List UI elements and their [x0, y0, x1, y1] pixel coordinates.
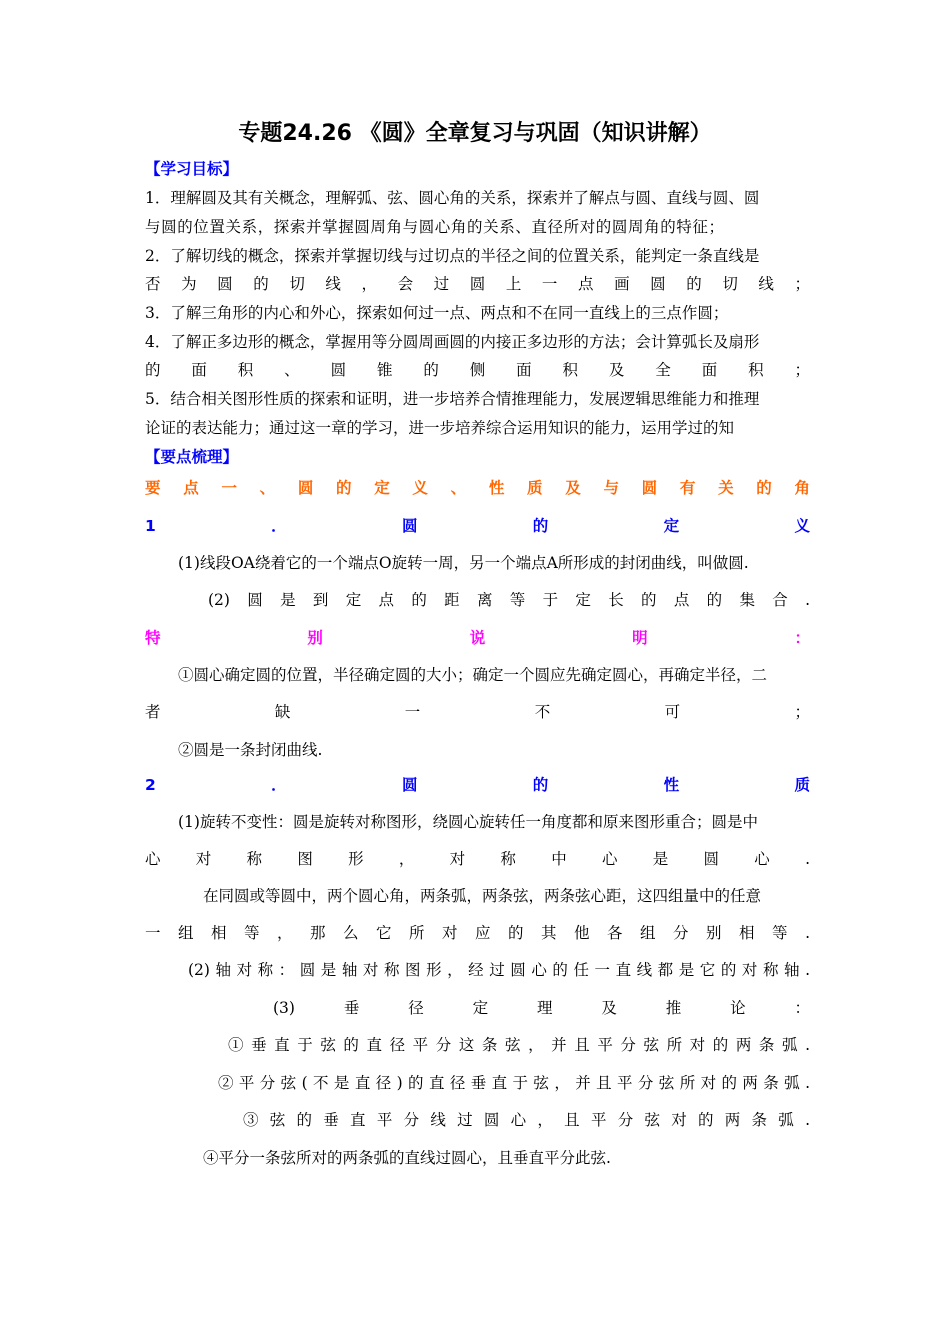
property-3-item: ④平分一条弦所对的两条弧的直线过圆心，且垂直平分此弦.: [203, 1149, 611, 1167]
section-heading-points: 【要点梳理】: [145, 448, 239, 466]
sub2-heading: 2．圆的性质: [145, 776, 810, 794]
goal-line: 1．理解圆及其有关概念，理解弧、弦、圆心角的关系，探索并了解点与圆、直线与圆、圆: [145, 189, 760, 207]
note-2: ②圆是一条封闭曲线.: [178, 741, 323, 759]
goal-line: 4．了解正多边形的概念，掌握用等分圆周画圆的内接正多边形的方法；会计算弧长及扇形: [145, 333, 760, 351]
section-heading-goals: 【学习目标】: [145, 160, 239, 178]
property-2: (2)轴对称：圆是轴对称图形，经过圆心的任一直线都是它的对称轴.: [188, 961, 810, 979]
goal-line: 2．了解切线的概念，探索并掌握切线与过切点的半径之间的位置关系，能判定一条直线是: [145, 247, 760, 265]
note-1-cont: 者缺一不可；: [145, 703, 810, 721]
point1-heading: 要点一、圆的定义、性质及与圆有关的角: [145, 479, 810, 497]
sub1-heading: 1．圆的定义: [145, 517, 810, 535]
page-title: 专题24.26 《圆》全章复习与巩固（知识讲解）: [238, 121, 712, 146]
goal-line: 3．了解三角形的内心和外心，探索如何过一点、两点和不在同一直线上的三点作圆；: [145, 304, 729, 322]
property-3-item: ①垂直于弦的直径平分这条弦，并且平分弦所对的两条弧.: [228, 1036, 810, 1054]
property-3-item: ②平分弦(不是直径)的直径垂直于弦，并且平分弦所对的两条弧.: [218, 1074, 810, 1092]
goal-line: 论证的表达能力；通过这一章的学习，进一步培养综合运用知识的能力，运用学过的知: [145, 419, 735, 437]
note-heading: 特别说明：: [145, 629, 810, 647]
definition-2: (2)圆是到定点的距离等于定长的点的集合.: [208, 591, 810, 609]
note-1: ①圆心确定圆的位置，半径确定圆的大小；确定一个圆应先确定圆心，再确定半径，二: [178, 666, 768, 684]
property-3: (3)垂径定理及推论：: [273, 999, 810, 1017]
property-3-item: ③弦的垂直平分线过圆心，且平分弦对的两条弧.: [243, 1111, 810, 1129]
definition-1: (1)线段OA绕着它的一个端点O旋转一周，另一个端点A所形成的封闭曲线，叫做圆.: [178, 554, 749, 572]
goal-line: 与圆的位置关系，探索并掌握圆周角与圆心角的关系、直径所对的圆周角的特征；: [145, 218, 725, 236]
goal-line: 5．结合相关图形性质的探索和证明，进一步培养合情推理能力，发展逻辑思维能力和推理: [145, 390, 760, 408]
property-1-cont: 心对称图形，对称中心是圆心.: [145, 850, 810, 868]
goal-line: 的面积、圆锥的侧面积及全面积；: [145, 361, 810, 379]
property-1-note-cont: 一组相等，那么它所对应的其他各组分别相等.: [145, 924, 810, 942]
property-1: (1)旋转不变性：圆是旋转对称图形，绕圆心旋转任一角度都和原来图形重合；圆是中: [178, 813, 758, 831]
goal-line: 否为圆的切线，会过圆上一点画圆的切线；: [145, 275, 810, 293]
property-1-note: 在同圆或等圆中，两个圆心角，两条弧，两条弦，两条弦心距，这四组量中的任意: [203, 887, 762, 905]
